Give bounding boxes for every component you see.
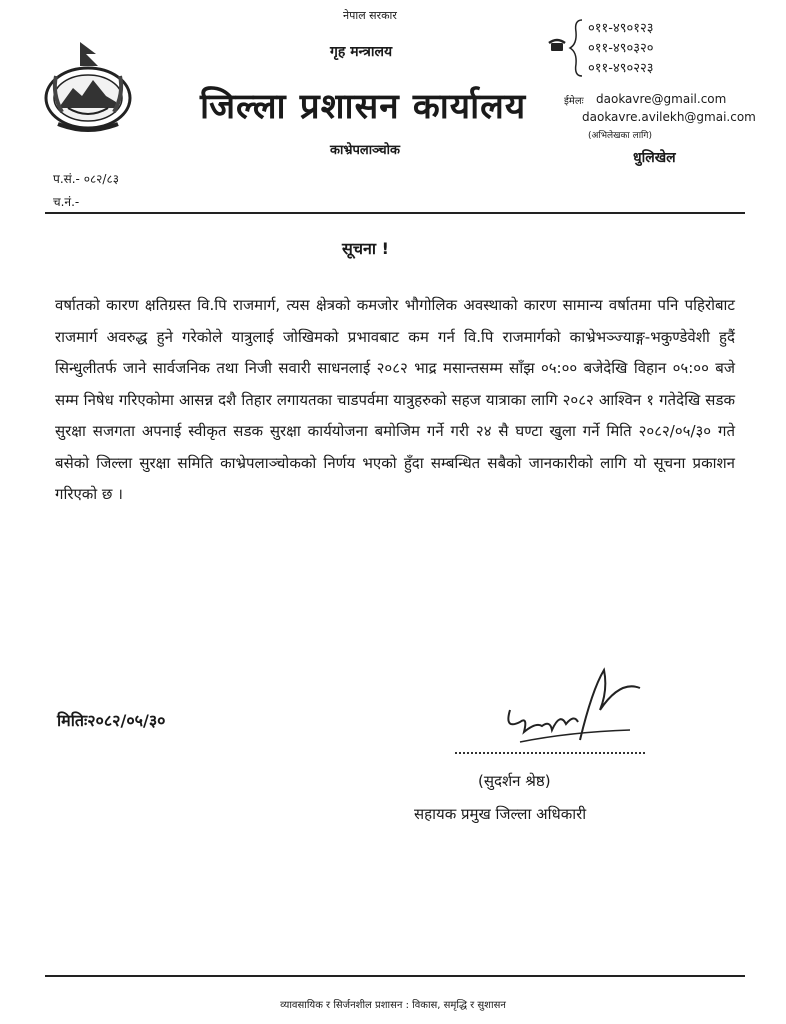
office-place: धुलिखेल xyxy=(633,150,676,166)
footer-motto: व्यावसायिक र सिर्जनशील प्रशासन : विकास, समृद्धि र सुशासन xyxy=(280,1000,506,1011)
email-address: daokavre.avilekh@gmai.com xyxy=(582,110,756,124)
signatory-name: (सुदर्शन श्रेष्ठ) xyxy=(478,772,551,790)
office-title: जिल्ला प्रशासन कार्यालय xyxy=(200,87,527,127)
district-name: काभ्रेपलाञ्चोक xyxy=(330,143,400,158)
nepal-emblem-icon xyxy=(38,36,138,136)
header-divider xyxy=(45,212,745,214)
telephone-icon xyxy=(548,38,566,52)
letter-number: प.सं.- ०८२/८३ xyxy=(53,172,119,186)
phone-number: ०११-४९०१२३ xyxy=(588,21,654,36)
notice-body: वर्षातको कारण क्षतिग्रस्त वि.पि राजमार्ग, त्यस क्षेत्रको कमजोर भौगोलिक अवस्थाको कारण सामान्य वर्षातमा पनि पहिरोबाट राजमार्ग अवरुद्ध हुने गरेकोले यात्रुलाई जोखिमको प्रभावबाट कम गर्न वि.पि राजमार्गको काभ्रेभञ्ज्याङ्ग-भकुण्डेवेशी हुदैं सिन्धुलीतर्फ जाने सार्वजनिक तथा निजी सवारी साधनलाई २०८२ भाद्र मसान्तसम्म साँझ ०५:०० बजेदेखि विहान ०५:०० बजे सम्म निषेध गरिएकोमा आसन्न दशै तिहार लगायतका चाडपर्वमा यात्रुहरुको सहज यात्राका लागि २०८२ आश्विन १ गतेदेखि सडक सुरक्षा सजगता अपनाई स्वीकृत सडक सुरक्षा कार्ययोजना बमोजिम गर्ने गरी २४ सै घण्टा खुला गर्ने मिति २०८२/०५/३० गते बसेको जिल्ला सुरक्षा समिति काभ्रेपलाञ्चोकको निर्णय भएको हुँदा सम्बन्धित सबैको जानकारीको लागि यो सूचना प्रकाशन गरिएको छ । xyxy=(55,296,735,503)
signature-line xyxy=(455,752,645,754)
phone-block xyxy=(548,18,678,78)
signatory-title: सहायक प्रमुख जिल्ला अधिकारी xyxy=(414,805,587,823)
brace-icon xyxy=(568,18,584,78)
email-address: daokavre@gmail.com xyxy=(596,92,727,106)
dispatch-number: च.नं.- xyxy=(53,195,80,209)
phone-number: ०११-४९०२२३ xyxy=(588,61,654,76)
email-label: ईमेलः xyxy=(564,96,584,107)
government-name: नेपाल सरकार xyxy=(343,9,397,22)
notice-title: सूचना ! xyxy=(342,239,389,258)
email-note: (अभिलेखका लागि) xyxy=(588,131,652,141)
notice-date: मितिः२०८२/०५/३० xyxy=(57,711,166,730)
ministry-name: गृह मन्त्रालय xyxy=(330,44,393,60)
phone-number: ०११-४९०३२० xyxy=(588,41,654,56)
footer-divider xyxy=(45,975,745,977)
signature-icon xyxy=(480,650,660,760)
